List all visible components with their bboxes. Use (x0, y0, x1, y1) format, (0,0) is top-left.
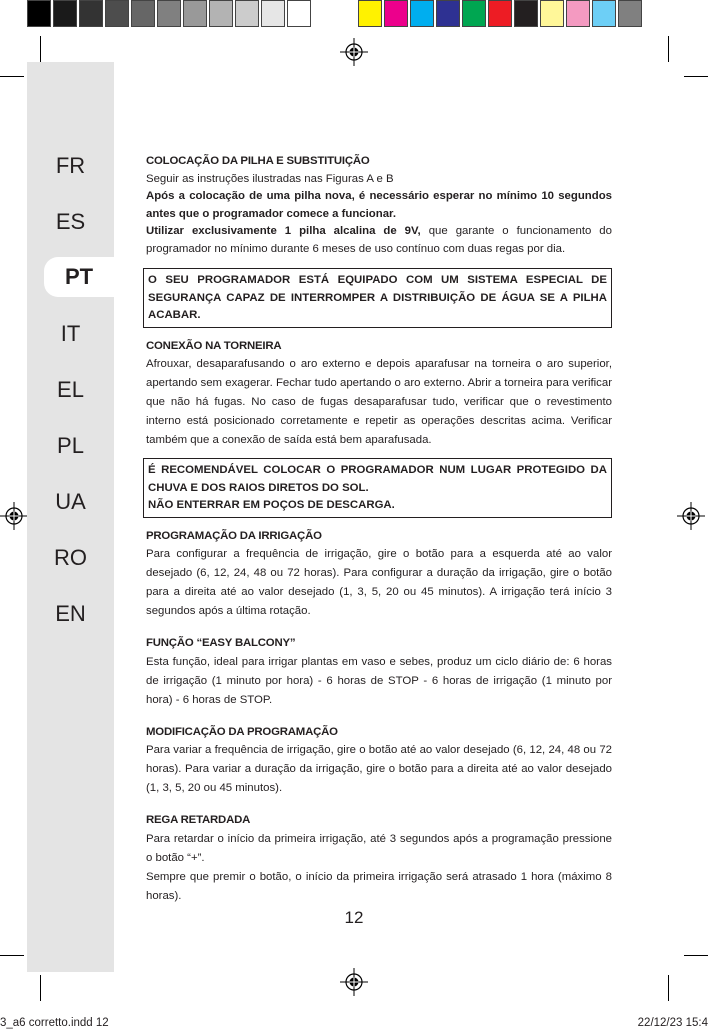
calibration-swatch (27, 0, 51, 27)
calibration-swatch (183, 0, 207, 27)
calibration-swatch (462, 0, 486, 27)
notice-line: NÃO ENTERRAR EM POÇOS DE DESCARGA. (148, 499, 395, 511)
calibration-swatch (488, 0, 512, 27)
paragraph: Sempre que premir o botão, o início da primeira irrigação será atrasado 1 hora (máximo 8 horas). (146, 870, 612, 902)
registration-mark-icon (340, 968, 368, 996)
calibration-swatch (131, 0, 155, 27)
calibration-swatch (358, 0, 382, 27)
color-calibration-bar (358, 0, 644, 32)
language-tab-ua[interactable]: UA (55, 489, 86, 514)
bold-text: Utilizar exclusivamente 1 pilha alcalina de 9V, (146, 225, 421, 237)
language-tab-ro[interactable]: RO (54, 545, 87, 570)
paragraph: Para retardar o início da primeira irrigação, até 3 segundos após a programação pressione o botão “+”. (146, 832, 612, 864)
language-tab-es[interactable]: ES (55, 209, 86, 234)
calibration-swatch (436, 0, 460, 27)
calibration-swatch (287, 0, 311, 27)
notice-line: É RECOMENDÁVEL COLOCAR O PROGRAMADOR NUM LUGAR PROTEGIDO DA CHUVA E DOS RAIOS DIRETOS DO SOL. (148, 464, 607, 494)
manual-content (146, 153, 612, 917)
crop-mark (668, 36, 669, 62)
language-tab-fr[interactable]: FR (55, 153, 86, 178)
calibration-swatch (235, 0, 259, 27)
calibration-swatch (261, 0, 285, 27)
calibration-swatch (592, 0, 616, 27)
calibration-swatch (410, 0, 434, 27)
programming-section (146, 528, 612, 622)
gray-calibration-bar (27, 0, 313, 32)
calibration-swatch (566, 0, 590, 27)
calibration-swatch (157, 0, 181, 27)
footer-file-name: 3_a6 corretto.indd 12 (0, 1017, 109, 1029)
crop-mark (684, 955, 708, 956)
registration-mark-icon (340, 38, 368, 66)
paragraph (146, 223, 612, 258)
page-number: 12 (344, 908, 364, 927)
text: que garante o funcionamento do programador no mínimo durante 6 meses de uso contínuo com duas regas por dia. (146, 225, 612, 255)
footer-timestamp: 22/12/23 15:4 (637, 1017, 708, 1029)
paragraph: Afrouxar, desaparafusando o aro externo e depois aparafusar na torneira o aro superior, apertando sem exagerar. Fechar tudo apertando o aro externo. Abrir a torneira para verificar que não há fugas. No caso de fugas desaparafusar tudo, verificar que o revestimento interno está posicionado corretamente e repetir as operações descritas acima. Verificar também que a conexão de saída está bem aparafusada. (146, 358, 612, 446)
delayed-watering-section (146, 812, 612, 906)
tap-connection-section (146, 338, 612, 451)
placement-notice-box (143, 458, 612, 518)
language-tab-it[interactable]: IT (60, 321, 81, 346)
crop-mark (668, 975, 669, 1001)
safety-notice-box: O SEU PROGRAMADOR ESTÁ EQUIPADO COM UM SISTEMA ESPECIAL DE SEGURANÇA CAPAZ DE INTERROMPER A DISTRIBUIÇÃO DE ÁGUA SE A PILHA ACABAR. (143, 268, 612, 328)
paragraph: Após a colocação de uma pilha nova, é necessário esperar no mínimo 10 segundos antes que o programador comece a funcionar. (146, 190, 612, 220)
calibration-swatch (105, 0, 129, 27)
registration-mark-icon (0, 502, 28, 530)
language-tab-pl[interactable]: PL (57, 433, 84, 458)
modify-programming-section (146, 724, 612, 799)
section-heading: PROGRAMAÇÃO DA IRRIGAÇÃO (146, 529, 322, 542)
registration-mark-icon (677, 502, 705, 530)
crop-mark (40, 36, 41, 62)
calibration-swatch (514, 0, 538, 27)
crop-mark (40, 975, 41, 1001)
easy-balcony-section (146, 635, 612, 710)
calibration-swatch (79, 0, 103, 27)
section-heading: CONEXÃO NA TORNEIRA (146, 339, 282, 352)
calibration-swatch (384, 0, 408, 27)
paragraph: Seguir as instruções ilustradas nas Figuras A e B (146, 172, 394, 185)
calibration-swatch (53, 0, 77, 27)
section-heading: FUNÇÃO “EASY BALCONY” (146, 637, 296, 649)
language-tab-pt[interactable]: PT (44, 257, 114, 297)
crop-mark (684, 76, 708, 77)
calibration-swatch (540, 0, 564, 27)
section-heading: MODIFICAÇÃO DA PROGRAMAÇÃO (146, 725, 338, 738)
paragraph: Para variar a frequência de irrigação, gire o botão até ao valor desejado (6, 12, 24, 48 ou 72 horas). Para variar a duração da irrigação, gire o botão para a direita até ao valor desejado (1, 3, 5, 20 ou 45 minutos). (146, 744, 612, 794)
calibration-swatch (209, 0, 233, 27)
crop-mark (0, 76, 24, 77)
language-tab-el[interactable]: EL (57, 377, 84, 402)
paragraph: Esta função, ideal para irrigar plantas em vaso e sebes, produz um ciclo diário de: 6 horas de irrigação (1 minuto por hora) - 6 horas de STOP - 6 horas de irrigação (1 minuto por hora) - 6 horas de STOP. (146, 655, 612, 706)
battery-section (146, 153, 612, 258)
language-sidebar (27, 62, 114, 972)
language-tab-en[interactable]: EN (55, 601, 86, 626)
calibration-swatch (618, 0, 642, 27)
section-heading: COLOCAÇÃO DA PILHA E SUBSTITUIÇÃO (146, 155, 370, 167)
paragraph: Para configurar a frequência de irrigação, gire o botão para a esquerda até ao valor desejado (6, 12, 24, 48 ou 72 horas). Para configurar a duração da irrigação, gire o botão para a direita até ao valor desejado (1, 3, 5, 20 ou 45 minutos). A irrigação terá início 3 segundos após a última rotação. (146, 548, 612, 617)
crop-mark (0, 955, 24, 956)
section-heading: REGA RETARDADA (146, 814, 251, 826)
